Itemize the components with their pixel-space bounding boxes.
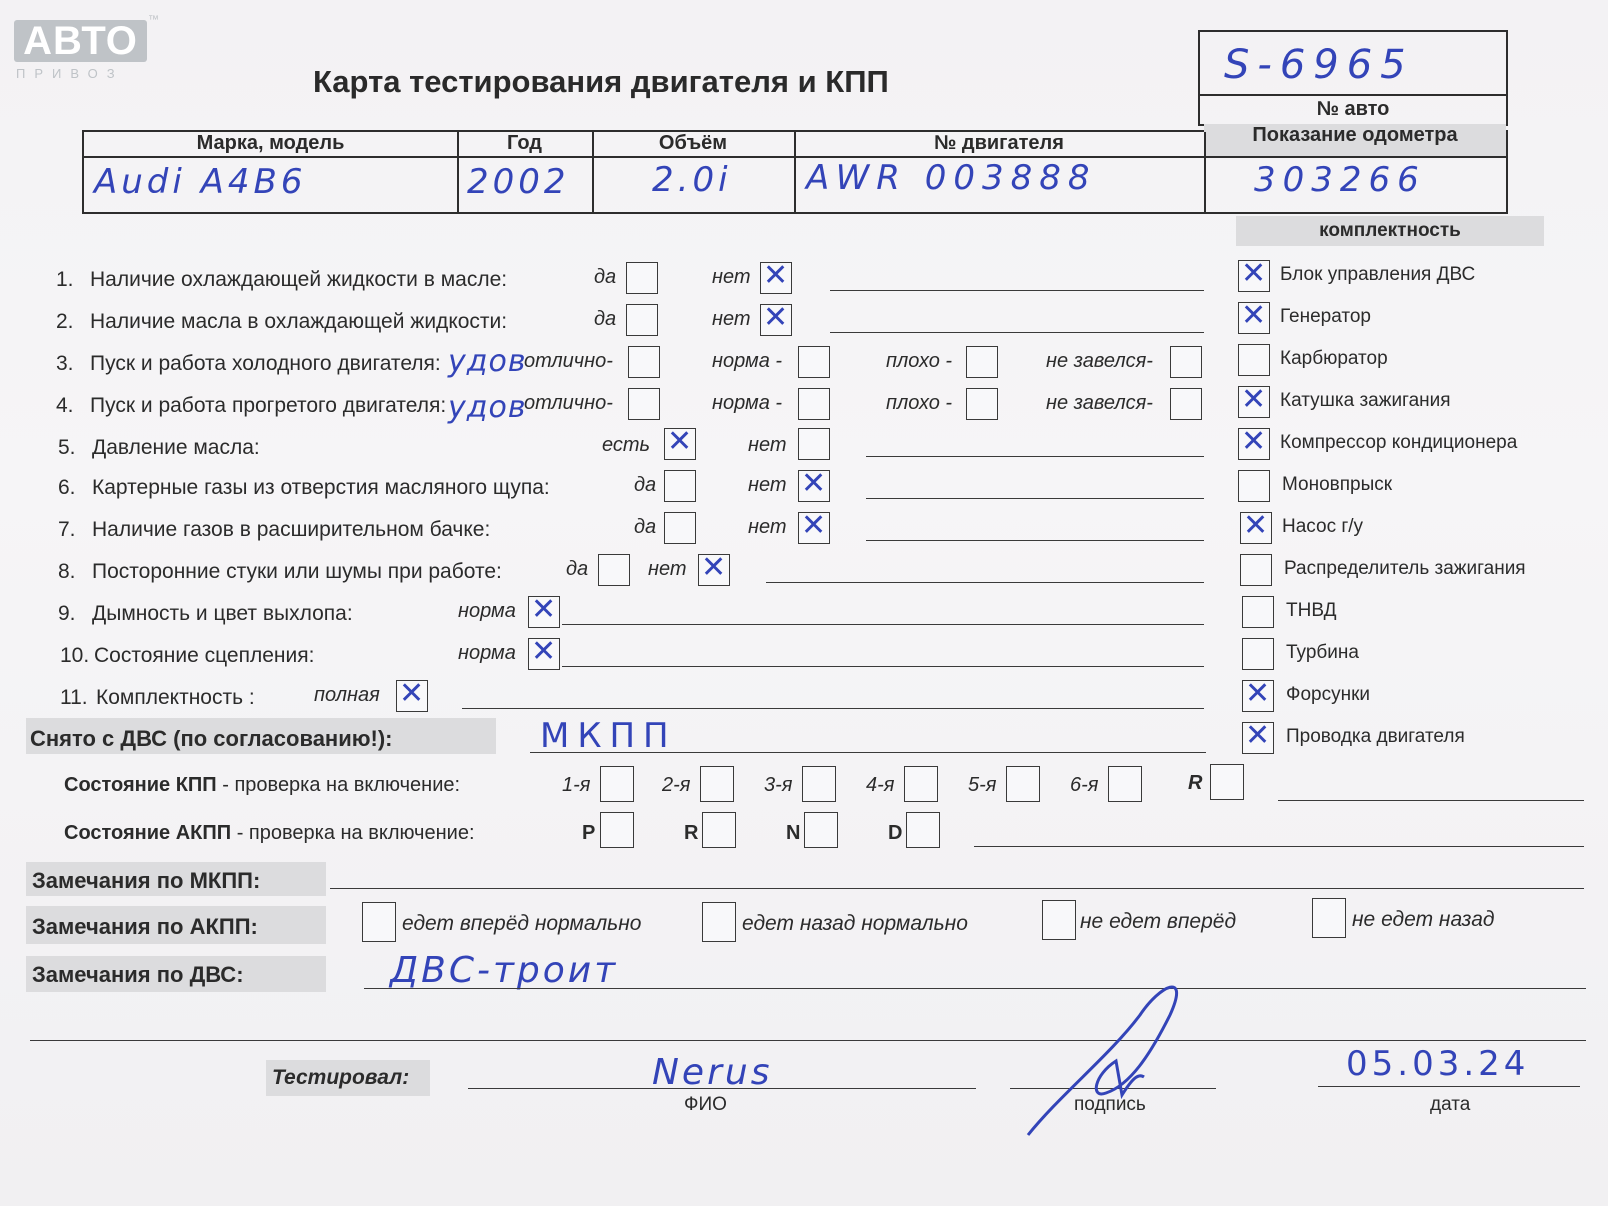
q5-no-checkbox[interactable] (798, 428, 830, 460)
q9-number: 9. (58, 602, 76, 625)
col-engine-number: № двигателя (934, 132, 1064, 154)
q7-no-checkbox[interactable] (798, 508, 830, 544)
completeness-label-ignition-coil: Катушка зажигания (1280, 390, 1451, 411)
remarks-dvs-label: Замечания по ДВС: (32, 962, 244, 987)
q3-opt-excellent: отлично- (524, 350, 613, 372)
q2-opt-no: нет (712, 308, 751, 330)
tester-name: Nerus (652, 1052, 773, 1093)
q1-text: Наличие охлаждающей жидкости в масле: (90, 268, 508, 291)
q6-no-checkbox[interactable] (798, 466, 830, 502)
remarks-dvs-value: ДВС-троит (390, 950, 619, 991)
akpp-forward-ok-label: едет вперёд нормально (402, 912, 642, 935)
q4-opt-normal: норма - (712, 392, 783, 414)
completeness-checkbox-ignition-coil[interactable] (1238, 382, 1270, 418)
q9-line (562, 624, 1204, 625)
kpp-line (1278, 800, 1584, 801)
value-volume: 2.0i (652, 160, 732, 200)
q2-number: 2. (56, 310, 74, 333)
remarks-dvs-line (364, 988, 1586, 989)
gear-4-checkbox[interactable] (904, 766, 938, 802)
check-mark: ✕ (531, 592, 557, 627)
logo-trademark: ™ (148, 14, 159, 26)
completeness-label-injectors: Форсунки (1286, 684, 1370, 705)
check-mark: ✕ (1241, 256, 1267, 291)
q10-normal-checkbox[interactable] (528, 634, 560, 670)
check-mark: ✕ (667, 424, 693, 459)
q3-normal-checkbox[interactable] (798, 346, 830, 378)
q3-opt-bad: плохо - (886, 350, 953, 372)
check-mark: ✕ (399, 676, 425, 711)
q11-text: Комплектность : (96, 686, 255, 709)
q5-opt-yes: есть (602, 434, 651, 456)
q3-opt-normal: норма - (712, 350, 783, 372)
logo-subtitle: ПРИВОЗ (16, 66, 124, 81)
completeness-label-wiring: Проводка двигателя (1286, 726, 1465, 747)
gear-1-checkbox[interactable] (600, 766, 634, 802)
date-line (1318, 1086, 1580, 1087)
q8-yes-checkbox[interactable] (598, 554, 630, 586)
q1-yes-checkbox[interactable] (626, 262, 658, 294)
completeness-checkbox-injection-pump[interactable] (1242, 596, 1274, 628)
q8-no-checkbox[interactable] (698, 550, 730, 586)
check-mark: ✕ (701, 550, 727, 585)
akpp-no-reverse-checkbox[interactable] (1312, 898, 1346, 938)
header-table (82, 124, 1508, 214)
q6-line (866, 498, 1204, 499)
q4-opt-not-started: не завелся- (1046, 392, 1153, 414)
gear-r-checkbox[interactable] (1210, 764, 1244, 800)
q9-opt-normal: норма (458, 600, 516, 622)
col-odometer: Показание одометра (1252, 124, 1458, 146)
q9-normal-checkbox[interactable] (528, 592, 560, 628)
gear-3-label: 3-я (764, 774, 793, 796)
q1-number: 1. (56, 268, 74, 291)
check-mark: ✕ (763, 300, 789, 335)
completeness-label-mono-injection: Моновпрыск (1282, 474, 1393, 495)
q3-not-started-checkbox[interactable] (1170, 346, 1202, 378)
completeness-checkbox-ps-pump[interactable] (1240, 508, 1272, 544)
q8-number: 8. (58, 560, 76, 583)
q4-not-started-checkbox[interactable] (1170, 388, 1202, 420)
col-volume: Объём (658, 132, 728, 154)
q4-handwritten-note: удов (448, 390, 527, 425)
check-mark: ✕ (801, 508, 827, 543)
remarks-akpp-label: Замечания по АКПП: (32, 914, 258, 939)
q3-handwritten-note: удов (448, 344, 527, 379)
q7-opt-no: нет (748, 516, 787, 538)
completeness-checkbox-ac-compressor[interactable] (1238, 424, 1270, 460)
q4-opt-excellent: отлично- (524, 392, 613, 414)
completeness-label-distributor: Распределитель зажигания (1284, 558, 1526, 579)
completeness-label-injection-pump: ТНВД (1286, 600, 1337, 621)
q5-line (866, 456, 1204, 457)
q4-bad-checkbox[interactable] (966, 388, 998, 420)
completeness-label-generator: Генератор (1280, 306, 1371, 327)
akpp-no-forward-label: не едет вперёд (1080, 910, 1237, 933)
completeness-label-ac-compressor: Компрессор кондиционера (1280, 432, 1518, 453)
col-year: Год (507, 132, 542, 154)
akpp-d-label: D (888, 822, 903, 844)
completeness-checkbox-wiring[interactable] (1242, 718, 1274, 754)
q10-opt-normal: норма (458, 642, 516, 664)
gear-5-checkbox[interactable] (1006, 766, 1040, 802)
col-make-model: Марка, модель (196, 132, 345, 154)
akpp-r-label: R (684, 822, 699, 844)
q1-no-checkbox[interactable] (760, 258, 792, 294)
q2-line (830, 332, 1204, 333)
value-make-model: Audi A4B6 (94, 162, 307, 202)
q11-full-checkbox[interactable] (396, 676, 428, 712)
page-title: Карта тестирования двигателя и КПП (313, 64, 889, 99)
car-number-label: № авто (1316, 98, 1390, 120)
akpp-reverse-ok-checkbox[interactable] (702, 902, 736, 942)
completeness-checkbox-generator[interactable] (1238, 298, 1270, 334)
q2-text: Наличие масла в охлаждающей жидкости: (90, 310, 508, 333)
q11-opt-full: полная (314, 684, 380, 706)
gear-2-label: 2-я (662, 774, 691, 796)
kpp-label: Состояние КПП - проверка на включение: (64, 774, 461, 796)
q11-number: 11. (60, 686, 88, 709)
remarks-mkpp-line (330, 888, 1584, 889)
check-mark: ✕ (531, 634, 557, 669)
fio-caption: ФИО (684, 1094, 727, 1115)
q5-opt-no: нет (748, 434, 787, 456)
q1-opt-no: нет (712, 266, 751, 288)
q4-text: Пуск и работа прогретого двигателя: (90, 394, 447, 417)
akpp-p-label: P (582, 822, 596, 844)
completeness-checkbox-mono-injection[interactable] (1238, 470, 1270, 502)
check-mark: ✕ (1245, 718, 1271, 753)
q10-number: 10. (60, 644, 90, 667)
gear-6-label: 6-я (1070, 774, 1099, 796)
akpp-reverse-ok-label: едет назад нормально (742, 912, 968, 935)
q4-normal-checkbox[interactable] (798, 388, 830, 420)
akpp-n-checkbox[interactable] (804, 812, 838, 848)
q3-number: 3. (56, 352, 74, 375)
check-mark: ✕ (1241, 424, 1267, 459)
q8-text: Посторонние стуки или шумы при работе: (92, 560, 502, 583)
avto-privoz-logo: АВТО (14, 20, 147, 62)
completeness-checkbox-turbo[interactable] (1242, 638, 1274, 670)
q3-text: Пуск и работа холодного двигателя: (90, 352, 441, 375)
gear-1-label: 1-я (562, 774, 591, 796)
car-number-value: S-6965 (1224, 42, 1414, 88)
value-year: 2002 (467, 162, 570, 202)
completeness-title: комплектность (1319, 220, 1461, 241)
q3-bad-checkbox[interactable] (966, 346, 998, 378)
completeness-checkbox-carburetor[interactable] (1238, 344, 1270, 376)
q4-opt-bad: плохо - (886, 392, 953, 414)
completeness-label-ps-pump: Насос г/у (1282, 516, 1364, 537)
q5-number: 5. (58, 436, 76, 459)
q7-number: 7. (58, 518, 76, 541)
q10-line (562, 666, 1204, 667)
completeness-checkbox-ecu[interactable] (1238, 256, 1270, 292)
value-odometer: 303266 (1254, 160, 1426, 200)
gear-3-checkbox[interactable] (802, 766, 836, 802)
completeness-checkbox-injectors[interactable] (1242, 676, 1274, 712)
akpp-no-forward-checkbox[interactable] (1042, 900, 1076, 940)
akpp-no-reverse-label: не едет назад (1352, 908, 1495, 931)
value-engine-number: AWR 003888 (806, 158, 1097, 198)
q8-line (766, 582, 1204, 583)
check-mark: ✕ (1243, 508, 1269, 543)
q7-text: Наличие газов в расширительном бачке: (92, 518, 491, 541)
handwritten-signature (1020, 975, 1200, 1145)
q3-opt-not-started: не завелся- (1046, 350, 1153, 372)
q6-opt-yes: да (634, 474, 657, 496)
gear-r-label: R (1188, 772, 1203, 794)
date-caption: дата (1430, 1094, 1471, 1115)
akpp-n-label: N (786, 822, 801, 844)
date-value: 05.03.24 (1346, 1044, 1530, 1084)
gear-6-checkbox[interactable] (1108, 766, 1142, 802)
akpp-line (974, 846, 1584, 847)
completeness-label-carburetor: Карбюратор (1280, 348, 1388, 369)
q6-yes-checkbox[interactable] (664, 470, 696, 502)
remarks-extra-line (30, 1040, 1586, 1041)
q10-text: Состояние сцепления: (94, 644, 315, 667)
removed-label: Снято с ДВС (по согласованию!): (30, 726, 393, 751)
q2-no-checkbox[interactable] (760, 300, 792, 336)
signature-caption: подпись (1074, 1094, 1146, 1115)
q5-text: Давление масла: (92, 436, 260, 459)
q7-line (866, 540, 1204, 541)
q8-opt-no: нет (648, 558, 687, 580)
q1-opt-yes: да (594, 266, 617, 288)
akpp-label: Состояние АКПП - проверка на включение: (64, 822, 475, 844)
q1-line (830, 290, 1204, 291)
completeness-label-turbo: Турбина (1286, 642, 1359, 663)
remarks-mkpp-label: Замечания по МКПП: (32, 868, 261, 893)
q11-line (462, 708, 1204, 709)
akpp-r-checkbox[interactable] (702, 812, 736, 848)
q4-number: 4. (56, 394, 74, 417)
removed-line (530, 752, 1206, 753)
q2-opt-yes: да (594, 308, 617, 330)
check-mark: ✕ (763, 258, 789, 293)
q4-excellent-checkbox[interactable] (628, 388, 660, 420)
q6-opt-no: нет (748, 474, 787, 496)
q2-yes-checkbox[interactable] (626, 304, 658, 336)
akpp-forward-ok-checkbox[interactable] (362, 902, 396, 942)
gear-5-label: 5-я (968, 774, 997, 796)
completeness-label-ecu: Блок управления ДВС (1280, 264, 1476, 285)
completeness-checkbox-distributor[interactable] (1240, 554, 1272, 586)
q6-number: 6. (58, 476, 76, 499)
q3-excellent-checkbox[interactable] (628, 346, 660, 378)
q6-text: Картерные газы из отверстия масляного щупа: (92, 476, 550, 499)
fio-line (468, 1088, 976, 1089)
removed-value: МКПП (540, 716, 677, 756)
check-mark: ✕ (1245, 676, 1271, 711)
q9-text: Дымность и цвет выхлопа: (92, 602, 353, 625)
check-mark: ✕ (1241, 382, 1267, 417)
q8-opt-yes: да (566, 558, 589, 580)
q5-yes-checkbox[interactable] (664, 424, 696, 460)
check-mark: ✕ (1241, 298, 1267, 333)
check-mark: ✕ (801, 466, 827, 501)
akpp-p-checkbox[interactable] (600, 812, 634, 848)
car-number-box (1198, 30, 1508, 126)
q7-yes-checkbox[interactable] (664, 512, 696, 544)
gear-4-label: 4-я (866, 774, 895, 796)
gear-2-checkbox[interactable] (700, 766, 734, 802)
q7-opt-yes: да (634, 516, 657, 538)
tested-label: Тестировал: (272, 1066, 410, 1089)
akpp-d-checkbox[interactable] (906, 812, 940, 848)
